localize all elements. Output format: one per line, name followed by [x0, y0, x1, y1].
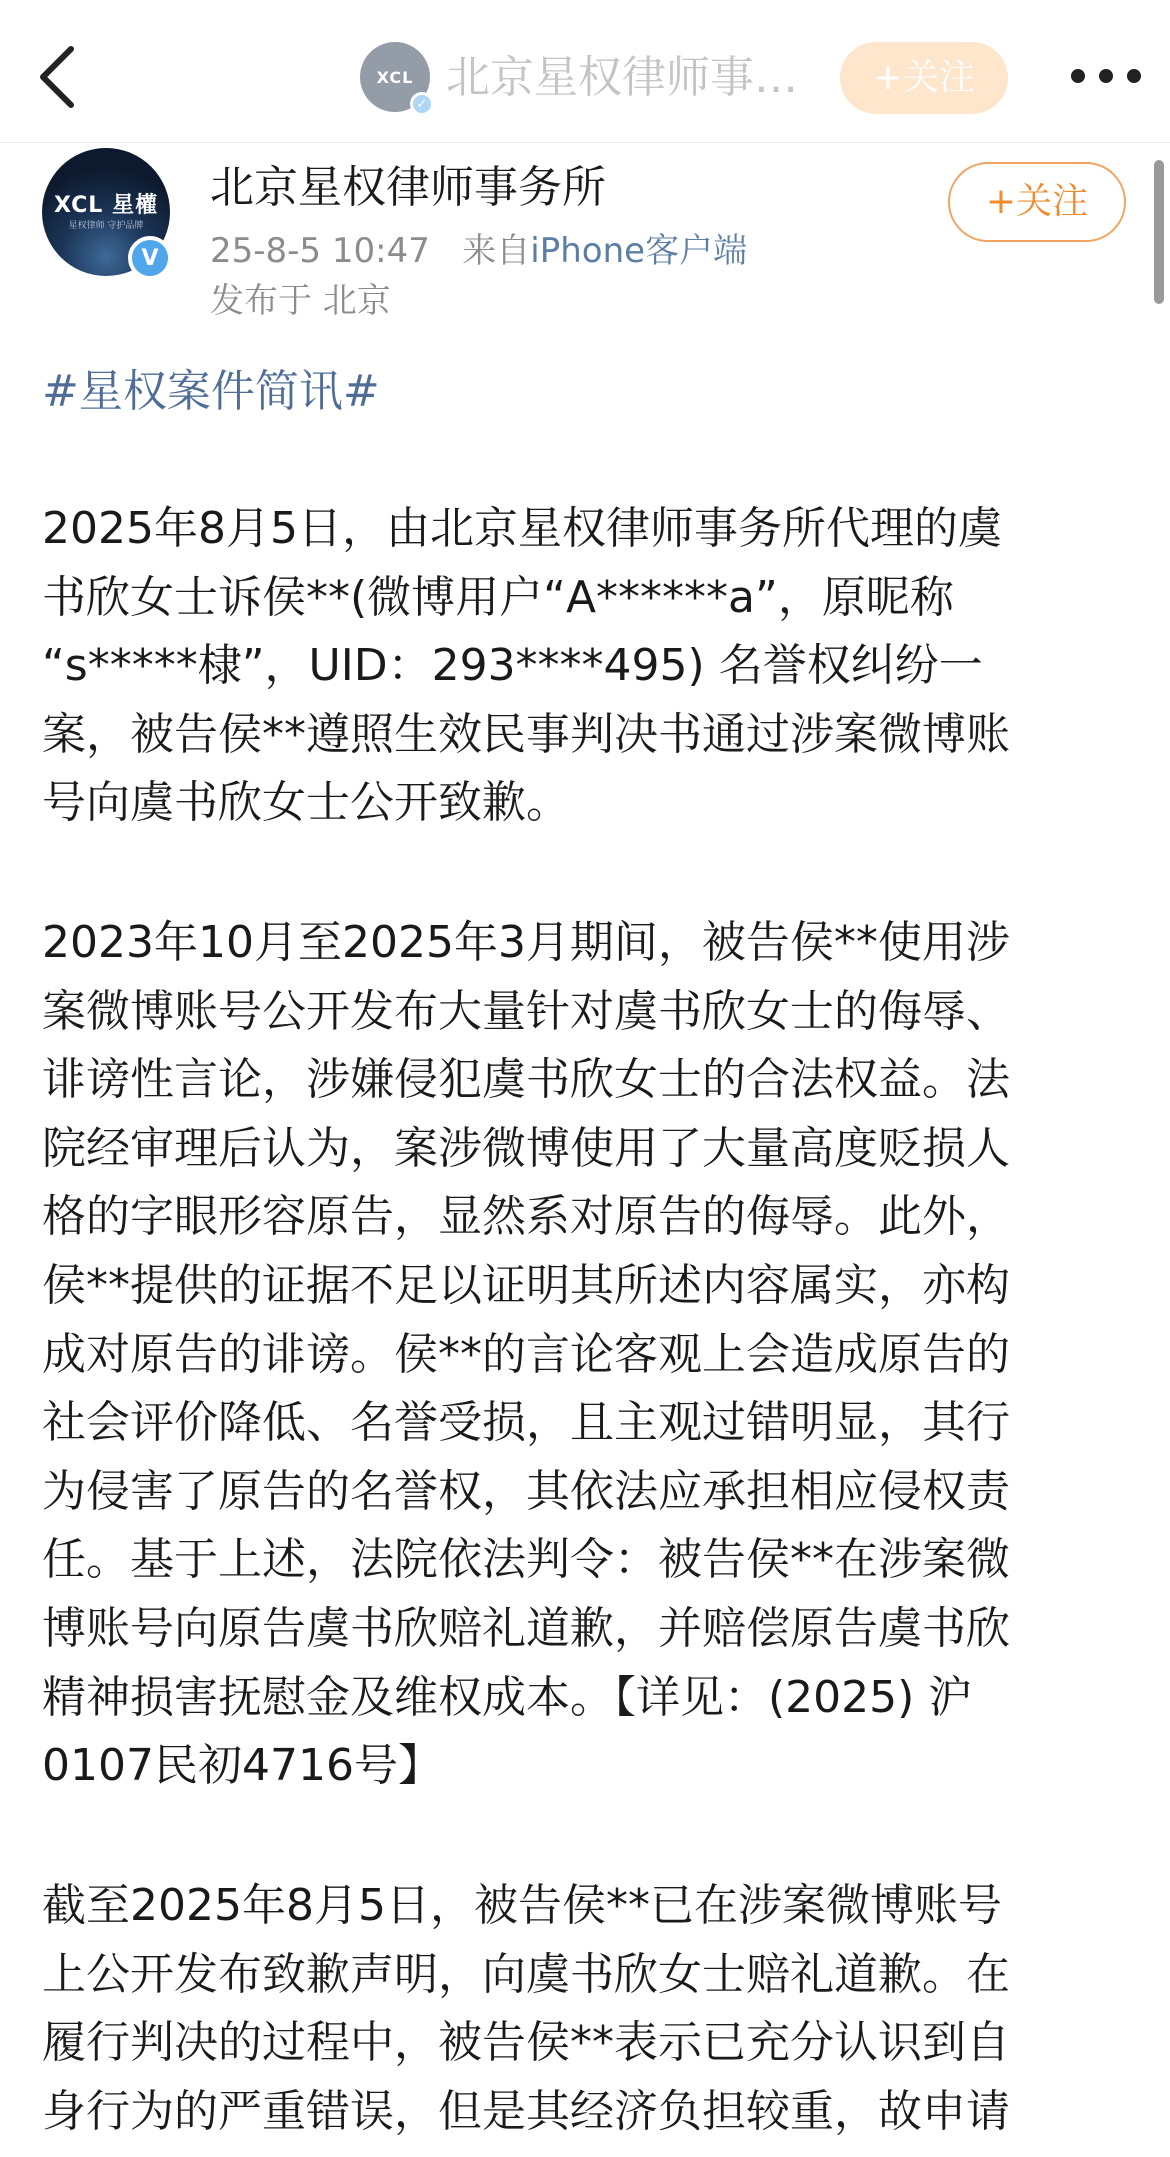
nav-avatar-logo: XCL — [376, 67, 414, 87]
post-paragraph-2 — [42, 909, 1142, 1801]
top-nav-bar — [0, 0, 1170, 143]
post-timestamp: 25-8-5 10:47 — [210, 231, 430, 271]
verified-badge-icon: ✓ — [410, 92, 434, 116]
post-source-prefix: 来自 — [462, 231, 531, 271]
paragraph-line: 侯**提供的证据不足以证明其所述内容属实，亦构 — [42, 1259, 1010, 1311]
paragraph-line: 身行为的严重错误，但是其经济负担较重，故申请 — [42, 2085, 1010, 2137]
nav-avatar[interactable] — [360, 42, 430, 112]
hashtag-link[interactable]: #星权案件简讯# — [42, 366, 380, 417]
nav-title[interactable]: 北京星权律师事… — [446, 52, 798, 103]
paragraph-line: “s*****棣”，UID：293****495) 名誉权纠纷一 — [42, 640, 983, 692]
post-paragraph-1 — [42, 495, 1142, 838]
post-paragraph-3 — [42, 1872, 1142, 2146]
paragraph-line: 任。基于上述，法院依法判令：被告侯**在涉案微 — [42, 1534, 1010, 1586]
more-options-button[interactable] — [1056, 56, 1156, 96]
nav-follow-button[interactable]: +关注 — [840, 42, 1008, 114]
post-meta — [210, 228, 747, 274]
paragraph-line: 书欣女士诉侯**(微博用户“A******a”，原昵称 — [42, 571, 954, 623]
follow-button[interactable]: +关注 — [948, 162, 1126, 242]
paragraph-line: 成对原告的诽谤。侯**的言论客观上会造成原告的 — [42, 1328, 1010, 1380]
paragraph-line: 号向虞书欣女士公开致歉。 — [42, 777, 570, 829]
paragraph-line: 2023年10月至2025年3月期间，被告侯**使用涉 — [42, 917, 1010, 968]
chevron-left-icon — [37, 45, 77, 109]
paragraph-line: 格的字眼形容原告，显然系对原告的侮辱。此外， — [42, 1191, 1010, 1243]
paragraph-line: 2025年8月5日，由北京星权律师事务所代理的虞 — [42, 503, 1002, 554]
more-dot-icon — [1127, 69, 1141, 83]
avatar-slogan: 星权律师 守护品牌 — [68, 221, 144, 231]
paragraph-line: 案，被告侯**遵照生效民事判决书通过涉案微博账 — [42, 708, 1010, 760]
paragraph-line: 履行判决的过程中，被告侯**表示已充分认识到自 — [42, 2017, 1010, 2069]
more-dot-icon — [1071, 69, 1085, 83]
post-location: 发布于 北京 — [210, 281, 391, 321]
avatar-logo: XCL 星權 — [53, 193, 158, 218]
author-name[interactable]: 北京星权律师事务所 — [210, 162, 606, 213]
more-dot-icon — [1099, 69, 1113, 83]
paragraph-line: 截至2025年8月5日，被告侯**已在涉案微博账号 — [42, 1880, 1002, 1931]
paragraph-line: 上公开发布致歉声明，向虞书欣女士赔礼道歉。在 — [42, 1948, 1010, 2000]
paragraph-line: 0107民初4716号】 — [42, 1740, 442, 1792]
paragraph-line: 院经审理后认为，案涉微博使用了大量高度贬损人 — [42, 1122, 1010, 1174]
paragraph-line: 博账号向原告虞书欣赔礼道歉，并赔偿原告虞书欣 — [42, 1602, 1010, 1654]
paragraph-line: 精神损害抚慰金及维权成本。【详见：(2025) 沪 — [42, 1671, 973, 1723]
back-button[interactable] — [22, 38, 92, 116]
post-client-link[interactable]: iPhone客户端 — [530, 231, 748, 271]
paragraph-line: 社会评价降低、名誉受损，且主观过错明显，其行 — [42, 1397, 1010, 1449]
paragraph-line: 案微博账号公开发布大量针对虞书欣女士的侮辱、 — [42, 985, 1010, 1037]
paragraph-line: 诽谤性言论，涉嫌侵犯虞书欣女士的合法权益。法 — [42, 1054, 1010, 1106]
paragraph-line: 为侵害了原告的名誉权，其依法应承担相应侵权责 — [42, 1465, 1010, 1517]
scrollbar[interactable] — [1154, 160, 1164, 304]
verified-badge-icon: V — [128, 236, 172, 280]
